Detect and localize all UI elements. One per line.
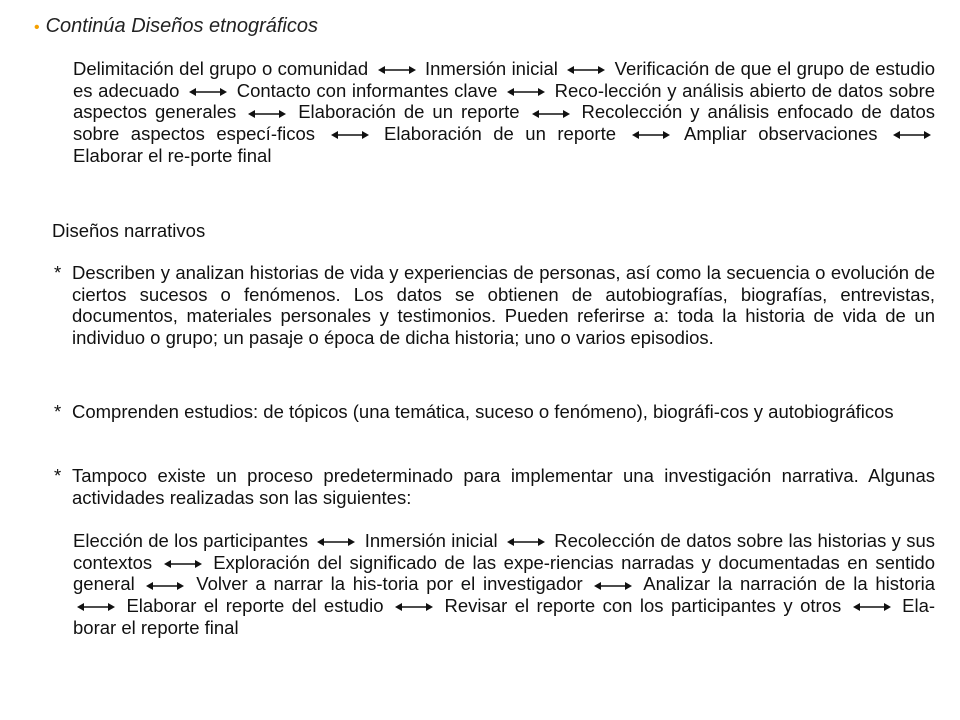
- item-text: Describen y analizan historias de vida y experiencias de personas, así como la secuencia o evolución de ciertos sucesos o fenómenos. Los datos se obtienen de autobiografías, biografías, entrevistas, documentos, materiales personales y testimonios. Pueden referirse a: toda la historia de vida de un individuo o grupo; un pasaje o época de dicha historia; uno o varios episodios.: [72, 262, 935, 349]
- flow-step: Reco-lección y análisis abierto de datos sobre aspectos generales: [73, 79, 936, 123]
- double-arrow-icon: [77, 602, 115, 612]
- flow-step: Elaboración de un reporte: [298, 101, 520, 123]
- narrativo-process-flow: [73, 530, 935, 639]
- narrativos-item-3: [54, 465, 935, 508]
- double-arrow-icon: [331, 130, 369, 140]
- double-arrow-icon: [507, 537, 545, 547]
- etnografico-process-flow: [73, 58, 935, 167]
- flow-step: Analizar la narración de la historia: [643, 573, 936, 595]
- double-arrow-icon: [632, 130, 670, 140]
- double-arrow-icon: [507, 87, 545, 97]
- item-marker: *: [54, 401, 62, 422]
- double-arrow-icon: [567, 65, 605, 75]
- flow-step: Inmersión inicial: [364, 530, 498, 551]
- double-arrow-icon: [893, 130, 931, 140]
- narrativos-item-2: [54, 401, 935, 423]
- slide-title: [34, 13, 318, 41]
- double-arrow-icon: [189, 87, 227, 97]
- title-bullet: •: [34, 19, 40, 36]
- flow-step: Volver a narrar la his-toria por el investigador: [196, 573, 583, 595]
- item-text: Tampoco existe un proceso predeterminado para implementar una investigación narrativa. Algunas actividades realizadas son las siguientes:: [72, 465, 935, 508]
- flow-step: Elección de los participantes: [73, 530, 309, 551]
- double-arrow-icon: [146, 581, 184, 591]
- flow-step: Inmersión inicial: [424, 58, 558, 79]
- flow-step: Ampliar observaciones: [683, 123, 878, 145]
- double-arrow-icon: [853, 602, 891, 612]
- flow-step: Verificación de que el grupo de estudio es adecuado: [73, 58, 936, 101]
- item-text: Comprenden estudios: de tópicos (una temática, suceso o fenómeno), biográfi-cos y autobiográficos: [72, 401, 894, 422]
- flow-step: Delimitación del grupo o comunidad: [73, 58, 369, 79]
- flow-step: Revisar el reporte con los participantes y otros: [444, 595, 842, 617]
- double-arrow-icon: [395, 602, 433, 612]
- double-arrow-icon: [594, 581, 632, 591]
- item-marker: *: [54, 262, 62, 283]
- double-arrow-icon: [248, 109, 286, 119]
- flow-step: Recolección y análisis enfocado de datos sobre aspectos especí-ficos: [73, 101, 936, 145]
- flow-step: Recolección de datos sobre las historias y sus contextos: [73, 530, 936, 573]
- double-arrow-icon: [164, 559, 202, 569]
- double-arrow-icon: [317, 537, 355, 547]
- narrativos-heading: Diseños narrativos: [52, 220, 206, 241]
- flow-step: Elaboración de un reporte: [384, 123, 616, 145]
- double-arrow-icon: [378, 65, 416, 75]
- double-arrow-icon: [532, 109, 570, 119]
- flow-step: Elaborar el re-porte final: [73, 144, 272, 166]
- flow-step: Contacto con informantes clave: [236, 79, 498, 101]
- flow-step: Ela-borar el reporte final: [73, 595, 936, 638]
- item-marker: *: [54, 465, 62, 486]
- flow-step: Elaborar el reporte del estudio: [126, 595, 384, 617]
- title-text: Continúa Diseños etnográficos: [45, 15, 318, 37]
- flow-step: Exploración del significado de las expe-riencias narradas y documentadas en sentido general: [73, 551, 936, 595]
- narrativos-item-1: [54, 262, 935, 349]
